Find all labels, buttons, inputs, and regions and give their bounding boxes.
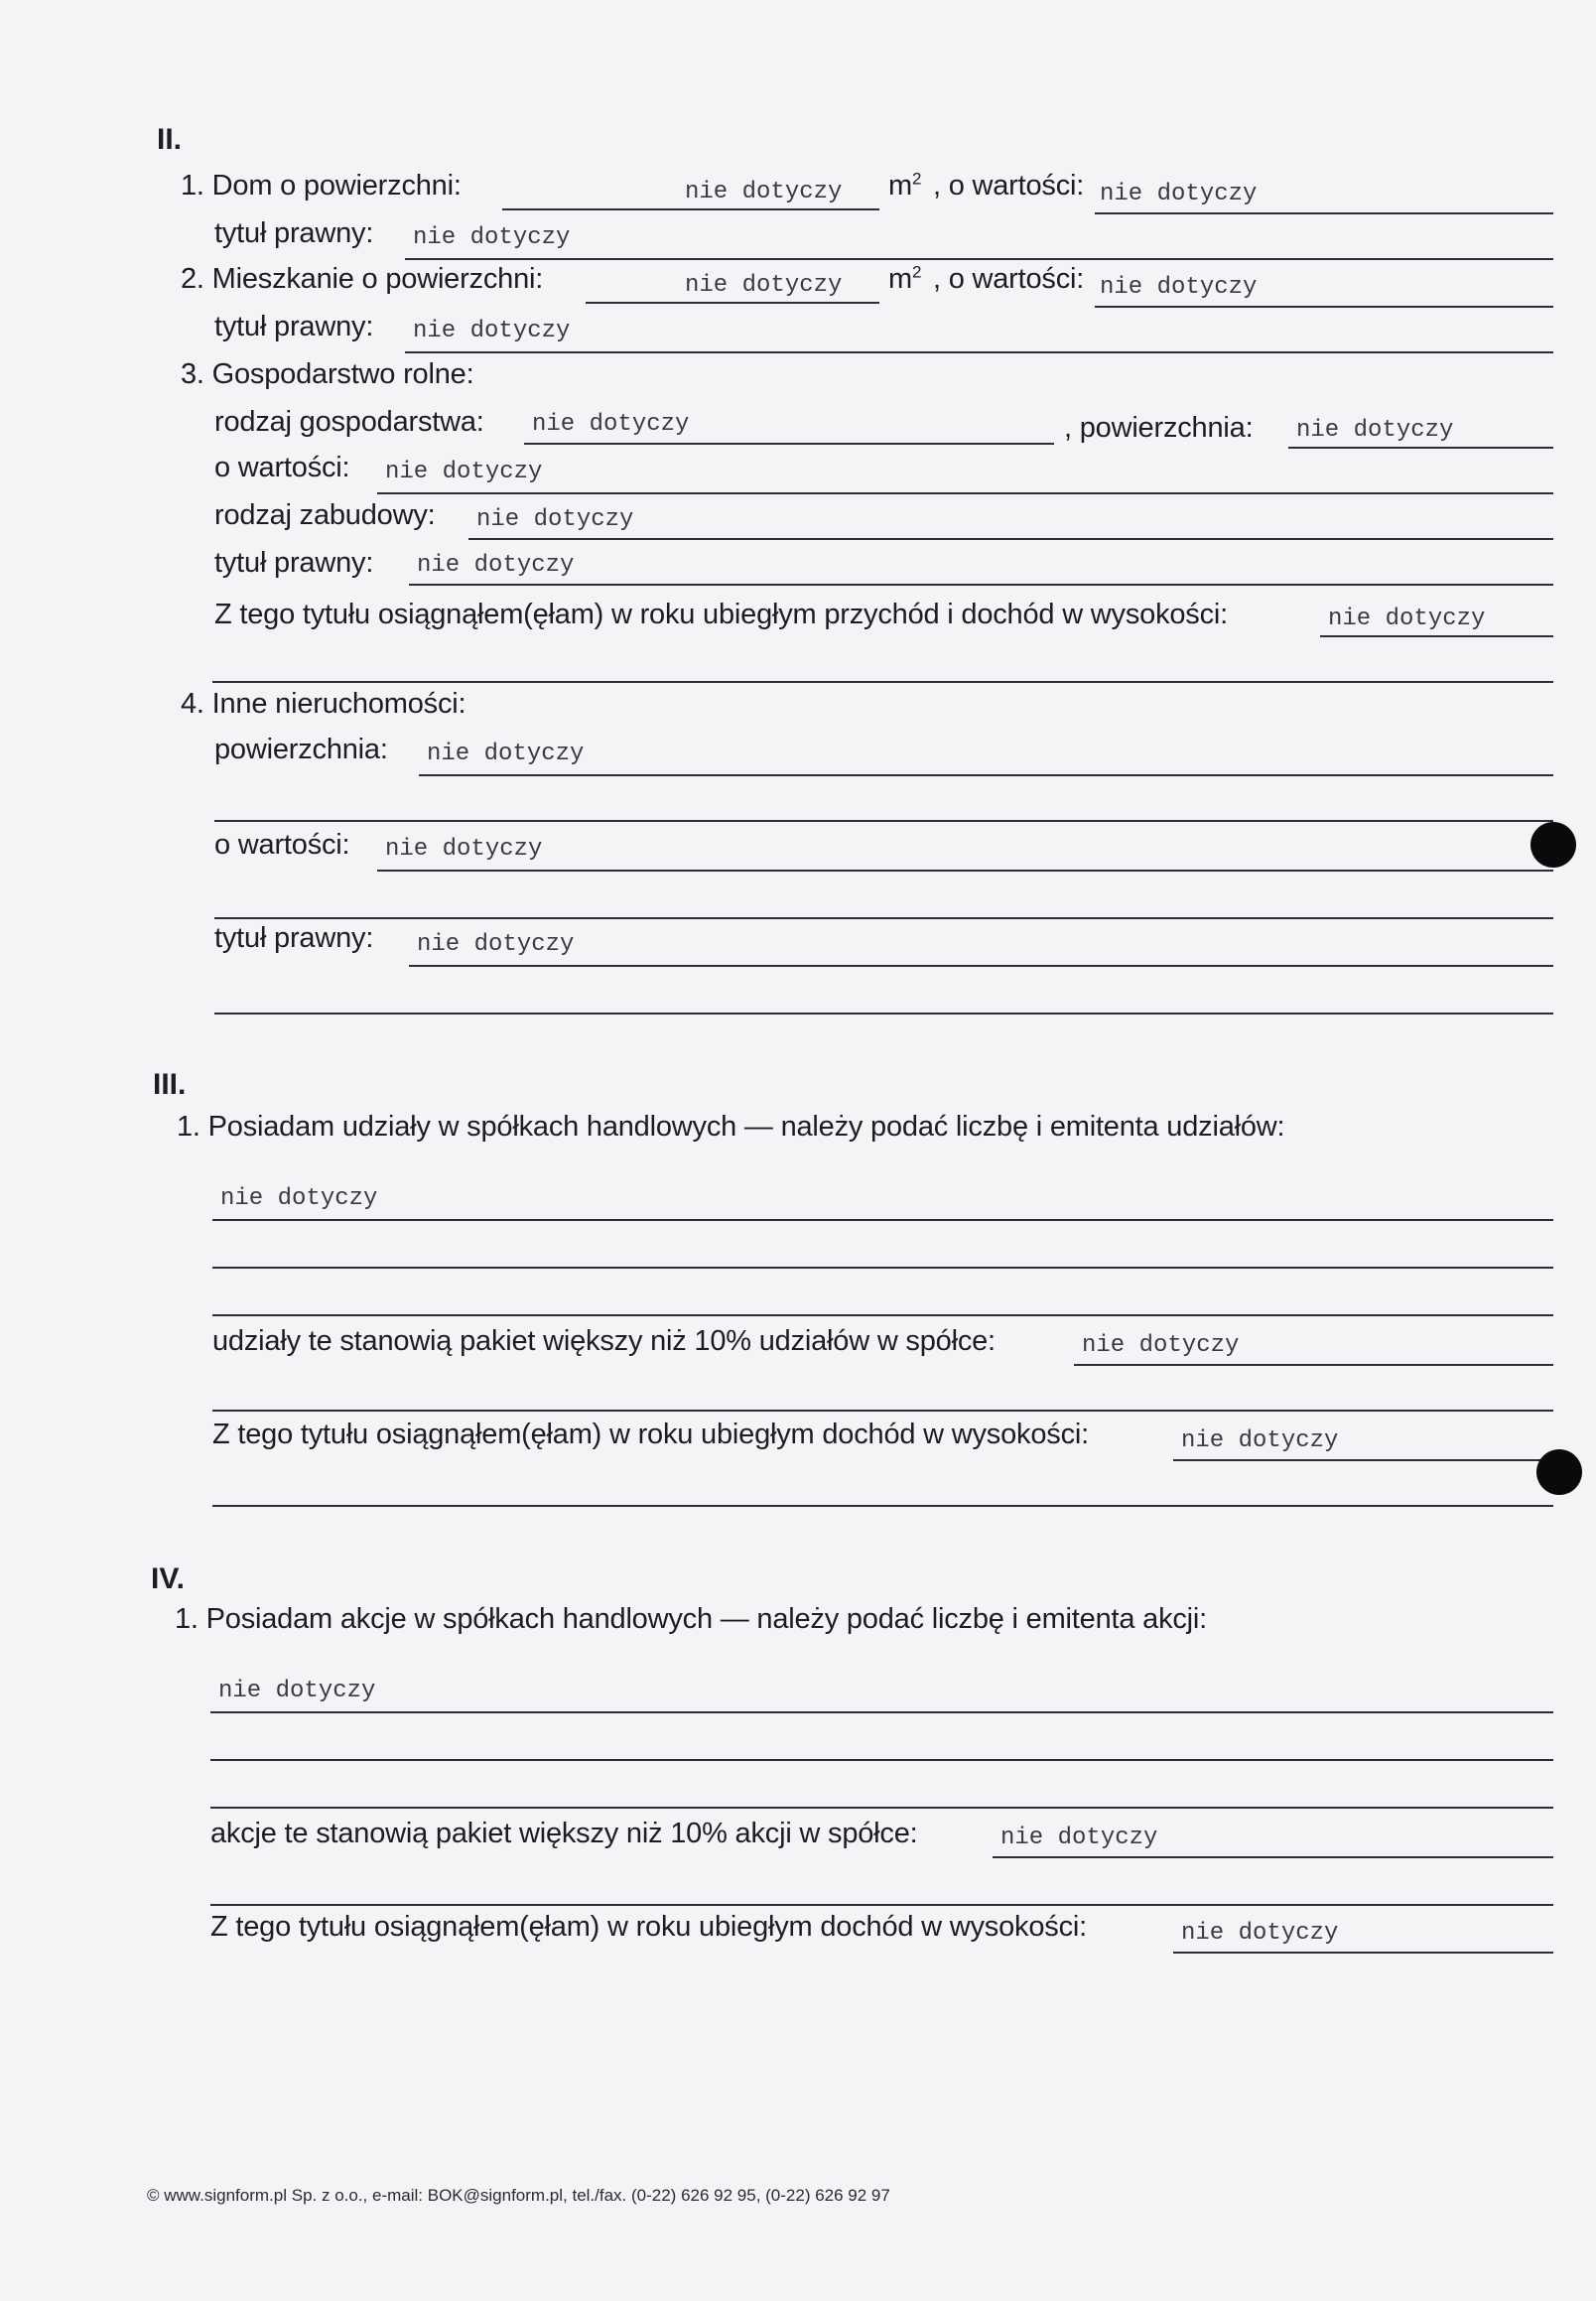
udzialy-income-line-2 bbox=[212, 1505, 1553, 1507]
akcje-income-label: Z tego tytułu osiągnąłem(ęłam) w roku ubiegłym dochód w wysokości: bbox=[210, 1911, 1087, 1943]
gospodarstwo-value-label: o wartości: bbox=[214, 452, 350, 483]
inne-area-line-2 bbox=[214, 820, 1553, 822]
mieszkanie-value-line bbox=[1095, 306, 1553, 308]
inne-label: 4. Inne nieruchomości: bbox=[181, 688, 466, 720]
akcje-answer-line-3 bbox=[210, 1807, 1553, 1809]
dom-title-value[interactable]: nie dotyczy bbox=[413, 224, 571, 251]
akcje-income-line bbox=[1173, 1952, 1553, 1954]
gospodarstwo-income-line-2 bbox=[212, 681, 1553, 683]
inne-area-value[interactable]: nie dotyczy bbox=[427, 741, 585, 767]
inne-area-label: powierzchnia: bbox=[214, 734, 388, 765]
udzialy-question: 1. Posiadam udziały w spółkach handlowych — należy podać liczbę i emitenta udziałów: bbox=[177, 1111, 1285, 1143]
mieszkanie-m2-unit bbox=[888, 262, 921, 296]
dom-value-label: , o wartości: bbox=[933, 170, 1085, 202]
udzialy-income-value[interactable]: nie dotyczy bbox=[1181, 1427, 1339, 1454]
gospodarstwo-build-label: rodzaj zabudowy: bbox=[214, 499, 436, 531]
dom-value-line bbox=[1095, 212, 1553, 214]
inne-value-line bbox=[377, 870, 1553, 872]
gospodarstwo-value[interactable]: nie dotyczy bbox=[385, 459, 543, 485]
gospodarstwo-income-value[interactable]: nie dotyczy bbox=[1328, 606, 1486, 632]
gospodarstwo-label: 3. Gospodarstwo rolne: bbox=[181, 358, 474, 390]
punch-hole-bottom bbox=[1536, 1449, 1582, 1495]
punch-hole-top bbox=[1530, 822, 1576, 868]
udzialy-income-label: Z tego tytułu osiągnąłem(ęłam) w roku ubiegłym dochód w wysokości: bbox=[212, 1419, 1089, 1450]
dom-area-line bbox=[502, 208, 879, 210]
udzialy-pakiet-line-2 bbox=[212, 1410, 1553, 1412]
udzialy-pakiet-line bbox=[1074, 1364, 1553, 1366]
m-unit: m bbox=[888, 263, 912, 295]
gospodarstwo-area-label: , powierzchnia: bbox=[1064, 412, 1254, 444]
gospodarstwo-title-label: tytuł prawny: bbox=[214, 547, 374, 579]
akcje-question: 1. Posiadam akcje w spółkach handlowych — należy podać liczbę i emitenta akcji: bbox=[175, 1603, 1208, 1635]
m-unit: m bbox=[888, 170, 912, 202]
gospodarstwo-title-value[interactable]: nie dotyczy bbox=[417, 552, 575, 579]
mieszkanie-area-line bbox=[586, 302, 879, 304]
gospodarstwo-type-value[interactable]: nie dotyczy bbox=[532, 411, 690, 438]
gospodarstwo-income-line bbox=[1320, 635, 1553, 637]
dom-area-value[interactable]: nie dotyczy bbox=[685, 179, 843, 205]
akcje-answer-line bbox=[210, 1711, 1553, 1713]
gospodarstwo-income-label: Z tego tytułu osiągnąłem(ęłam) w roku ubiegłym przychód i dochód w wysokości: bbox=[214, 599, 1228, 630]
akcje-pakiet-value[interactable]: nie dotyczy bbox=[1000, 1825, 1158, 1851]
gospodarstwo-build-value[interactable]: nie dotyczy bbox=[476, 506, 634, 533]
inne-title-line bbox=[409, 965, 1553, 967]
inne-value[interactable]: nie dotyczy bbox=[385, 836, 543, 863]
gospodarstwo-title-line bbox=[409, 584, 1553, 586]
footer-copyright: © www.signform.pl Sp. z o.o., e-mail: BOK@signform.pl, tel./fax. (0-22) 626 92 95, (0-22) 626 92 97 bbox=[147, 2186, 890, 2205]
gospodarstwo-value-line bbox=[377, 492, 1553, 494]
section-ii-heading: II. bbox=[157, 123, 183, 156]
mieszkanie-title-line bbox=[405, 351, 1553, 353]
mieszkanie-title-label: tytuł prawny: bbox=[214, 311, 374, 342]
inne-title-value[interactable]: nie dotyczy bbox=[417, 931, 575, 958]
gospodarstwo-build-line bbox=[468, 538, 1553, 540]
inne-value-line-2 bbox=[214, 917, 1553, 919]
inne-title-label: tytuł prawny: bbox=[214, 922, 374, 954]
m-sup: 2 bbox=[911, 262, 922, 282]
gospodarstwo-area-value[interactable]: nie dotyczy bbox=[1296, 417, 1454, 444]
akcje-answer-value[interactable]: nie dotyczy bbox=[218, 1678, 376, 1704]
akcje-pakiet-label: akcje te stanowią pakiet większy niż 10% akcji w spółce: bbox=[210, 1818, 918, 1849]
m-sup: 2 bbox=[911, 169, 922, 189]
mieszkanie-title-value[interactable]: nie dotyczy bbox=[413, 318, 571, 344]
akcje-income-value[interactable]: nie dotyczy bbox=[1181, 1920, 1339, 1947]
mieszkanie-value-label: , o wartości: bbox=[933, 263, 1085, 295]
gospodarstwo-area-line bbox=[1288, 447, 1553, 449]
gospodarstwo-type-label: rodzaj gospodarstwa: bbox=[214, 406, 484, 438]
section-iii-heading: III. bbox=[153, 1068, 187, 1101]
mieszkanie-area-value[interactable]: nie dotyczy bbox=[685, 272, 843, 299]
udzialy-answer-line-2 bbox=[212, 1267, 1553, 1269]
udzialy-pakiet-label: udziały te stanowią pakiet większy niż 10% udziałów w spółce: bbox=[212, 1325, 996, 1357]
akcje-pakiet-line-2 bbox=[210, 1904, 1553, 1906]
dom-title-label: tytuł prawny: bbox=[214, 217, 374, 249]
inne-title-line-2 bbox=[214, 1013, 1553, 1015]
dom-m2-unit bbox=[888, 169, 921, 203]
udzialy-income-line bbox=[1173, 1459, 1553, 1461]
mieszkanie-label: 2. Mieszkanie o powierzchni: bbox=[181, 263, 544, 295]
dom-title-line bbox=[405, 258, 1553, 260]
inne-area-line bbox=[419, 774, 1553, 776]
dom-label: 1. Dom o powierzchni: bbox=[181, 170, 462, 202]
akcje-answer-line-2 bbox=[210, 1759, 1553, 1761]
udzialy-pakiet-value[interactable]: nie dotyczy bbox=[1082, 1332, 1240, 1359]
inne-value-label: o wartości: bbox=[214, 829, 350, 861]
gospodarstwo-type-line bbox=[524, 443, 1054, 445]
udzialy-answer-value[interactable]: nie dotyczy bbox=[220, 1185, 378, 1212]
dom-value[interactable]: nie dotyczy bbox=[1100, 181, 1258, 207]
mieszkanie-value[interactable]: nie dotyczy bbox=[1100, 274, 1258, 301]
section-iv-heading: IV. bbox=[151, 1562, 185, 1595]
akcje-pakiet-line bbox=[993, 1856, 1553, 1858]
udzialy-answer-line-3 bbox=[212, 1314, 1553, 1316]
udzialy-answer-line bbox=[212, 1219, 1553, 1221]
